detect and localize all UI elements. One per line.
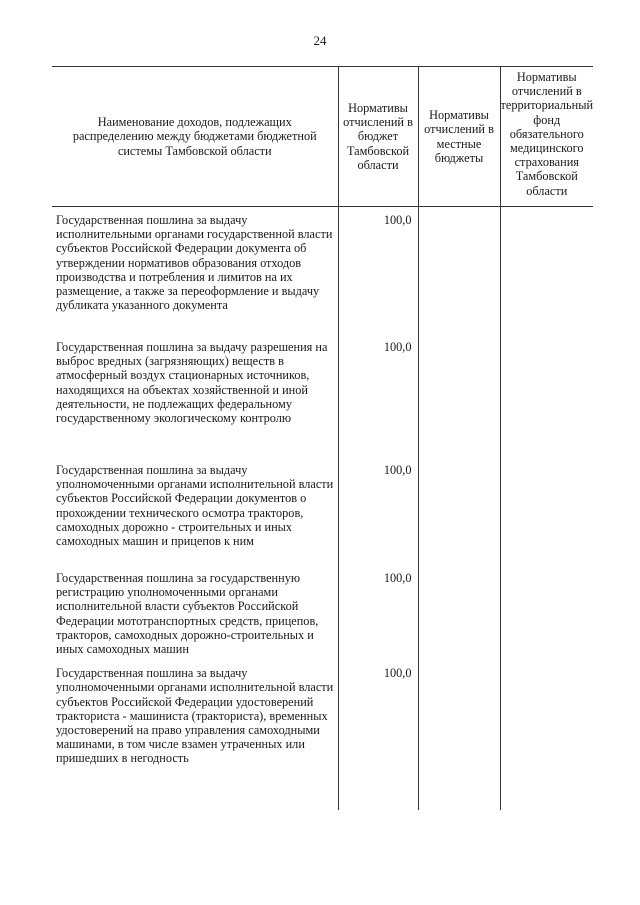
regional-norm-cell: 100,0 <box>338 565 418 660</box>
fund-norm-cell <box>500 457 593 565</box>
revenue-distribution-table <box>52 66 593 810</box>
revenue-name-cell: Государственная пошлина за выдачу уполномоченными органами исполнительной власти субъектов Российской Федерации удостоверений тракториста - машиниста (тракториста), временных удостоверений на право управления самоходными машинами, в том числе взамен утраченных или пришедших в негодность <box>52 660 338 810</box>
regional-norm-cell: 100,0 <box>338 207 418 334</box>
header-regional-budget: Нормативы отчислений в бюджет Тамбовской области <box>338 67 418 207</box>
fund-norm-cell <box>500 334 593 457</box>
table-row <box>52 334 593 457</box>
revenue-name-cell: Государственная пошлина за выдачу исполнительными органами государственной власти субъектов Российской Федерации документа об утверждении нормативов образования отходов производства и потребления и лимитов на их размещение, а также за переоформление и выдачу дубликата указанного документа <box>52 207 338 334</box>
revenue-name-cell: Государственная пошлина за выдачу разрешения на выброс вредных (загрязняющих) веществ в атмосферный воздух стационарных источников, находящихся на объектах хозяйственной и иной деятельности, не подлежащих федеральному государственному экологическому контролю <box>52 334 338 457</box>
table-row <box>52 207 593 334</box>
regional-norm-cell: 100,0 <box>338 457 418 565</box>
fund-norm-cell <box>500 565 593 660</box>
fund-norm-cell <box>500 207 593 334</box>
header-revenue-name: Наименование доходов, подлежащих распределению между бюджетами бюджетной системы Тамбовской области <box>52 67 338 207</box>
local-norm-cell <box>418 334 500 457</box>
header-local-budgets: Нормативы отчислений в местные бюджеты <box>418 67 500 207</box>
page-number: 24 <box>313 33 327 48</box>
table-row <box>52 457 593 565</box>
table-row <box>52 660 593 810</box>
local-norm-cell <box>418 565 500 660</box>
regional-norm-cell: 100,0 <box>338 334 418 457</box>
table-header-row <box>52 67 593 207</box>
local-norm-cell <box>418 660 500 810</box>
revenue-name-cell: Государственная пошлина за государственную регистрацию уполномоченными органами исполнительной власти субъектов Российской Федерации мототранспортных средств, прицепов, тракторов, самоходных дорожно-строительных и иных самоходных машин <box>52 565 338 660</box>
local-norm-cell <box>418 207 500 334</box>
regional-norm-cell: 100,0 <box>338 660 418 810</box>
header-medical-fund: Нормативы отчислений в территориальный фонд обязательного медицинского страхования Тамбовской области <box>500 67 593 207</box>
fund-norm-cell <box>500 660 593 810</box>
table-row <box>52 565 593 660</box>
local-norm-cell <box>418 457 500 565</box>
revenue-name-cell: Государственная пошлина за выдачу уполномоченными органами исполнительной власти субъектов Российской Федерации документов о прохождении технического осмотра тракторов, самоходных дорожно - строительных и иных самоходных машин и прицепов к ним <box>52 457 338 565</box>
